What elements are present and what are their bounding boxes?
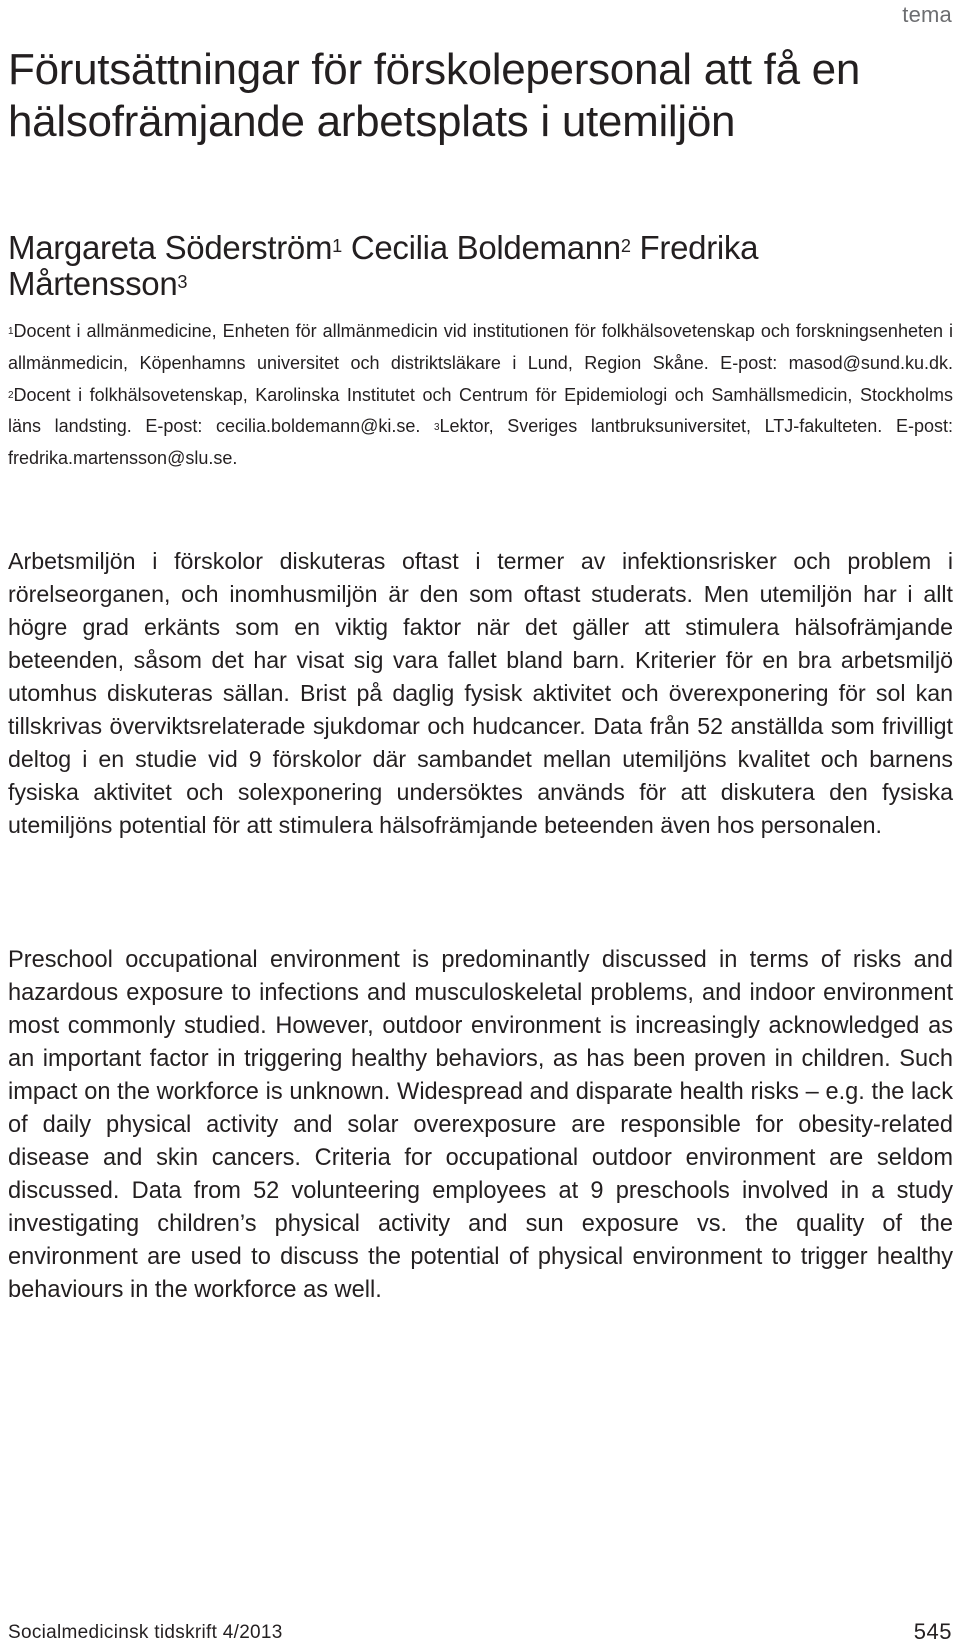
- affiliation-text: Docent i allmänmedicine, Enheten för allmänmedicin vid institutionen för folkhälsovetenskap och forskningsenheten i allmänmedicin, Köpenhamns universitet och distriktsläkare i Lund, Region Skåne. E-post: masod@sund.ku.dk.: [8, 321, 953, 373]
- article-title: Förutsättningar för förskolepersonal att få en hälsofrämjande arbetsplats i utemiljön: [8, 45, 860, 146]
- author-name: Fredrika Mårtensson: [8, 229, 759, 302]
- author-affil-marker: 2: [620, 236, 631, 257]
- author-affil-marker: 3: [177, 272, 188, 293]
- affiliation-marker: 2: [8, 390, 14, 402]
- affiliation-marker: 3: [434, 421, 440, 433]
- author-name: Margareta Söderström: [8, 229, 333, 266]
- author-affil-marker: 1: [332, 236, 342, 257]
- affiliation-marker: 1: [8, 326, 14, 338]
- page-number: 545: [913, 1619, 952, 1644]
- author-name: Cecilia Boldemann: [350, 229, 621, 266]
- footer-journal-name: Socialmedicinsk tidskrift 4/2013: [8, 1622, 283, 1643]
- affiliation-text: Lektor, Sveriges lantbruksuniversitet, LTJ-fakulteten. E-post: fredrika.martensson@slu.se.: [8, 416, 953, 469]
- section-tag: tema: [902, 2, 952, 27]
- abstract-swedish: Arbetsmiljön i förskolor diskuteras oftast i termer av infektionsrisker och problem i rörelseorganen, och inomhusmiljön är den som oftast studerats. Men utemiljön har i allt högre grad erkänts som en viktig faktor när det gäller att stimulera hälsofrämjande beteenden, såsom det har visat sig vara fallet bland barn. Kriterier för en bra arbetsmiljö utomhus diskuteras sällan. Brist på daglig fysisk aktivitet och överexponering för sol kan tillskrivas överviktsrelaterade sjukdomar och hudcancer. Data från 52 anställda som frivilligt deltog i en studie vid 9 förskolor där sambandet mellan utemiljöns kvalitet och barnens fysiska aktivitet och solexponering undersöktes används för att diskutera den fysiska utemiljöns potential för att stimulera hälsofrämjande beteenden även hos personalen.: [8, 548, 953, 838]
- affiliation-text: Docent i folkhälsovetenskap, Karolinska Institutet och Centrum för Epidemiologi och Samhällsmedicin, Stockholms läns landsting. E-post: cecilia.boldemann@ki.se.: [8, 384, 953, 437]
- affiliations: [8, 316, 953, 475]
- abstract-english: Preschool occupational environment is predominantly discussed in terms of risks and hazardous exposure to infections and musculoskeletal problems, and indoor environment most commonly studied. However, outdoor environment is increasingly acknowledged as an important factor in triggering healthy behaviors, as has been proven in children. Such impact on the workforce is unknown. Widespread and disparate health risks – e.g. the lack of daily physical activity and solar overexposure are responsible for obesity-related disease and skin cancers. Criteria for occupational outdoor environment are seldom discussed. Data from 52 volunteering employees at 9 preschools involved in a study investigating children’s physical activity and sun exposure vs. the quality of the environment are used to discuss the potential of physical environment to trigger healthy behaviours in the workforce as well.: [8, 947, 953, 1303]
- author-list: [8, 230, 928, 302]
